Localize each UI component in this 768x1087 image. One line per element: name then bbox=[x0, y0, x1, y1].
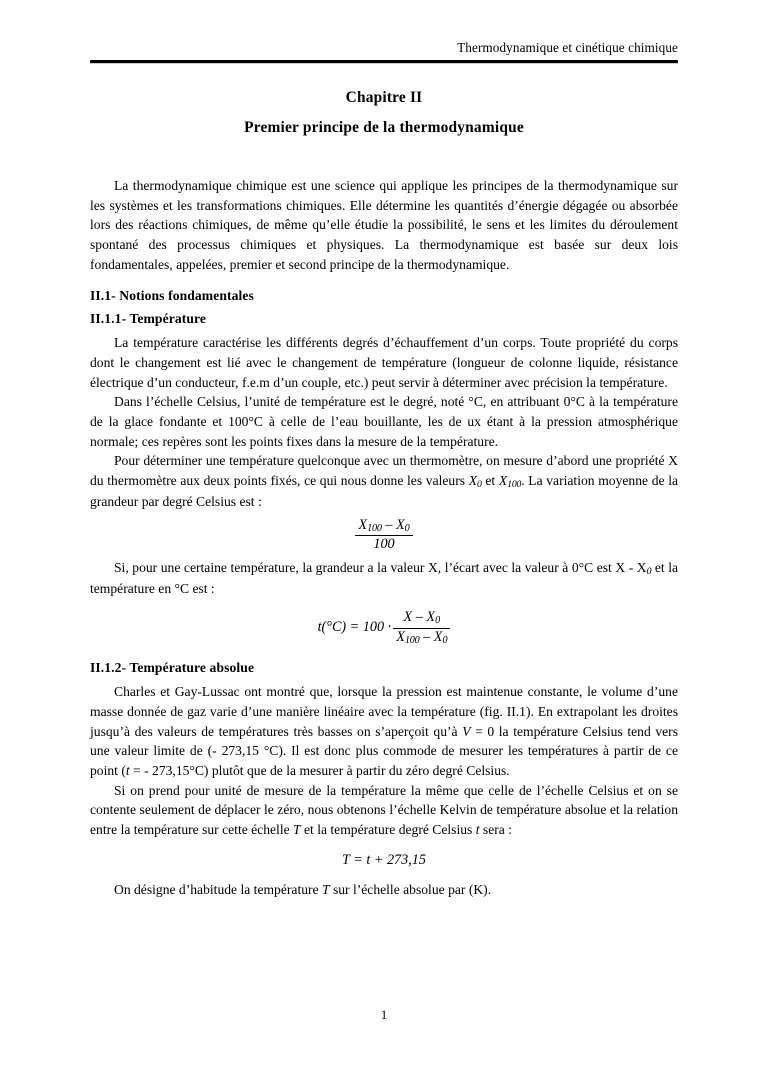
variable-t-celsius: t bbox=[125, 762, 130, 778]
heading-temperature-absolue: II.1.2- Température absolue bbox=[90, 659, 255, 675]
variable-t-notation: T bbox=[321, 881, 330, 897]
fraction-numerator bbox=[393, 610, 450, 628]
formula-intro-part-1: Si, pour une certaine température, la grandeur a la valeur X, l’écart avec la valeur à 0°C est X - X bbox=[114, 559, 647, 575]
denominator-subscript-a: 100 bbox=[404, 634, 420, 646]
numerator-variable-b: X bbox=[396, 516, 405, 533]
page-header bbox=[90, 40, 678, 64]
heading-temperature: II.1.1- Température bbox=[90, 310, 207, 326]
paragraph-charles-gay-lussac bbox=[90, 682, 678, 780]
paragraph-temperature-formula-intro bbox=[90, 558, 678, 599]
denominator-subscript-b: 0 bbox=[442, 634, 448, 646]
variable-x-hundred: $X_{100}$ bbox=[498, 472, 522, 490]
fraction-denominator bbox=[393, 629, 450, 646]
numerator-operator: – bbox=[381, 516, 396, 533]
chapter-number-title: Chapitre II bbox=[345, 89, 423, 106]
equation-kelvin-relation: T = t + 273,15 bbox=[342, 851, 426, 868]
paragraph-kelvin-notation bbox=[90, 880, 678, 900]
equation-left-hand-side: t(°C) = 100 · bbox=[317, 619, 392, 636]
chapter-title-block bbox=[90, 88, 678, 139]
denominator-variable-b: X bbox=[433, 628, 443, 645]
equation-mean-variation bbox=[90, 518, 678, 553]
variable-x-zero: $X_0$ bbox=[468, 472, 482, 490]
thermometer-text-part-2: . La variation moyenne de la grandeur par degré Celsius est : bbox=[90, 472, 679, 509]
numerator-variable-a: X bbox=[358, 516, 368, 533]
document-body bbox=[90, 176, 678, 899]
paragraph-celsius-scale: Dans l’échelle Celsius, l’unité de température est le degré, noté °C, en attribuant 0°C à la température de la glace fondante et 100°C à celle de l’eau bouillante, les de ux étant à la pression atmosphérique normale; ces repères sont les points fixes dans la mesure de la température. bbox=[90, 394, 678, 449]
subscript-zero: 0 bbox=[477, 478, 482, 490]
formula-intro-part-2: et la température en °C est : bbox=[90, 559, 679, 596]
numerator-subscript-b: 0 bbox=[435, 615, 440, 627]
paragraph-thermometer-measure bbox=[90, 451, 678, 511]
kelvin-text-part-1: Si on prend pour unité de mesure de la température la même que celle de l’échelle Celsius et on se contente seulement de déplacer le zéro, nous obtenons l’échelle Kelvin de température absolue et la relation entre la température sur cette échelle bbox=[90, 782, 678, 837]
paragraph-temperature-definition: La température caractérise les différents degrés d’échauffement d’un corps. Toute propriété du corps dont le changement est lié avec le changement de température (longueur de colonne liquide, résistance électrique d’un conducteur, f.e.m d’un couple, etc.) peut servir à déterminer avec précision la température. bbox=[90, 335, 678, 390]
fraction-numerator bbox=[355, 518, 412, 536]
denominator-operator: – bbox=[419, 628, 434, 645]
header-divider-rule bbox=[90, 60, 678, 64]
formula-intro-subscript: 0 bbox=[646, 565, 652, 577]
denominator-variable-a: X bbox=[396, 628, 405, 645]
notation-text-part-1: On désigne d’habitude la température bbox=[114, 881, 322, 897]
running-header-text: Thermodynamique et cinétique chimique bbox=[457, 40, 678, 55]
notation-text-part-2: sur l’échelle absolue par (K). bbox=[329, 881, 492, 897]
heading-notions-fondamentales: II.1- Notions fondamentales bbox=[90, 288, 254, 304]
kelvin-text-part-3: sera : bbox=[479, 821, 512, 837]
intro-paragraph: La thermodynamique chimique est une science qui applique les principes de la thermodynamique sur les systèmes et les transformations chimiques. Elle détermine les quantités d’énergie dégagée ou absorbée lors des réactions chimiques, de même qu’elle étudie la possibilité, le sens et les limites du déroulement spontané des processus chimiques et physiques. La thermodynamique est basée sur deux lois fondamentales, appelées, premier et second principe de la thermodynamique. bbox=[90, 178, 678, 272]
numerator-subscript-b: 0 bbox=[404, 522, 410, 534]
variable-t-absolute: T bbox=[293, 821, 301, 837]
numerator-subscript-a: 100 bbox=[367, 522, 382, 534]
equation-celsius-temperature bbox=[90, 610, 678, 646]
numerator-variable-a: X bbox=[403, 609, 413, 626]
page-footer bbox=[90, 1006, 678, 1024]
charles-text-part-3: = - 273,15°C) plutôt que de la mesurer à partir du zéro degré Celsius. bbox=[129, 762, 510, 778]
numerator-variable-b: X bbox=[426, 609, 436, 626]
variable-volume: V bbox=[462, 723, 471, 739]
fraction-denominator: 100 bbox=[373, 535, 395, 552]
kelvin-text-part-2: et la température degré Celsius bbox=[300, 821, 476, 837]
charles-text-part-2: = 0 la température Celsius tend vers une valeur limite de (- 273,15 °C). Il est donc plus commode de mesurer les températures à partir de ce point ( bbox=[90, 723, 679, 778]
paragraph-kelvin-scale bbox=[90, 781, 678, 840]
thermometer-text-part-1: Pour déterminer une température quelconque avec un thermomètre, on mesure d’abord une propriété X du thermomètre aux deux points fixés, ce qui nous donne les valeurs bbox=[90, 453, 678, 488]
chapter-name-title: Premier principe de la thermodynamique bbox=[244, 118, 524, 136]
fraction-celsius-temperature bbox=[393, 610, 450, 646]
page-number: 1 bbox=[380, 1008, 388, 1022]
charles-text-part-1: Charles et Gay-Lussac ont montré que, lorsque la pression est maintenue constante, le volume d’une masse donnée de gaz varie d’une manière linéaire avec la température (fig. II.1). En extrapolant les droites jusqu’à des valeurs de températures très basses on s’aperçoit qu’à bbox=[90, 684, 678, 739]
subscript-hundred: 100 bbox=[507, 478, 522, 490]
numerator-operator: – bbox=[412, 609, 427, 626]
fraction-mean-variation bbox=[355, 518, 412, 553]
thermometer-text-conjunction: et bbox=[481, 472, 499, 488]
variable-t-celsius-kelvin-rel: t bbox=[475, 821, 480, 837]
